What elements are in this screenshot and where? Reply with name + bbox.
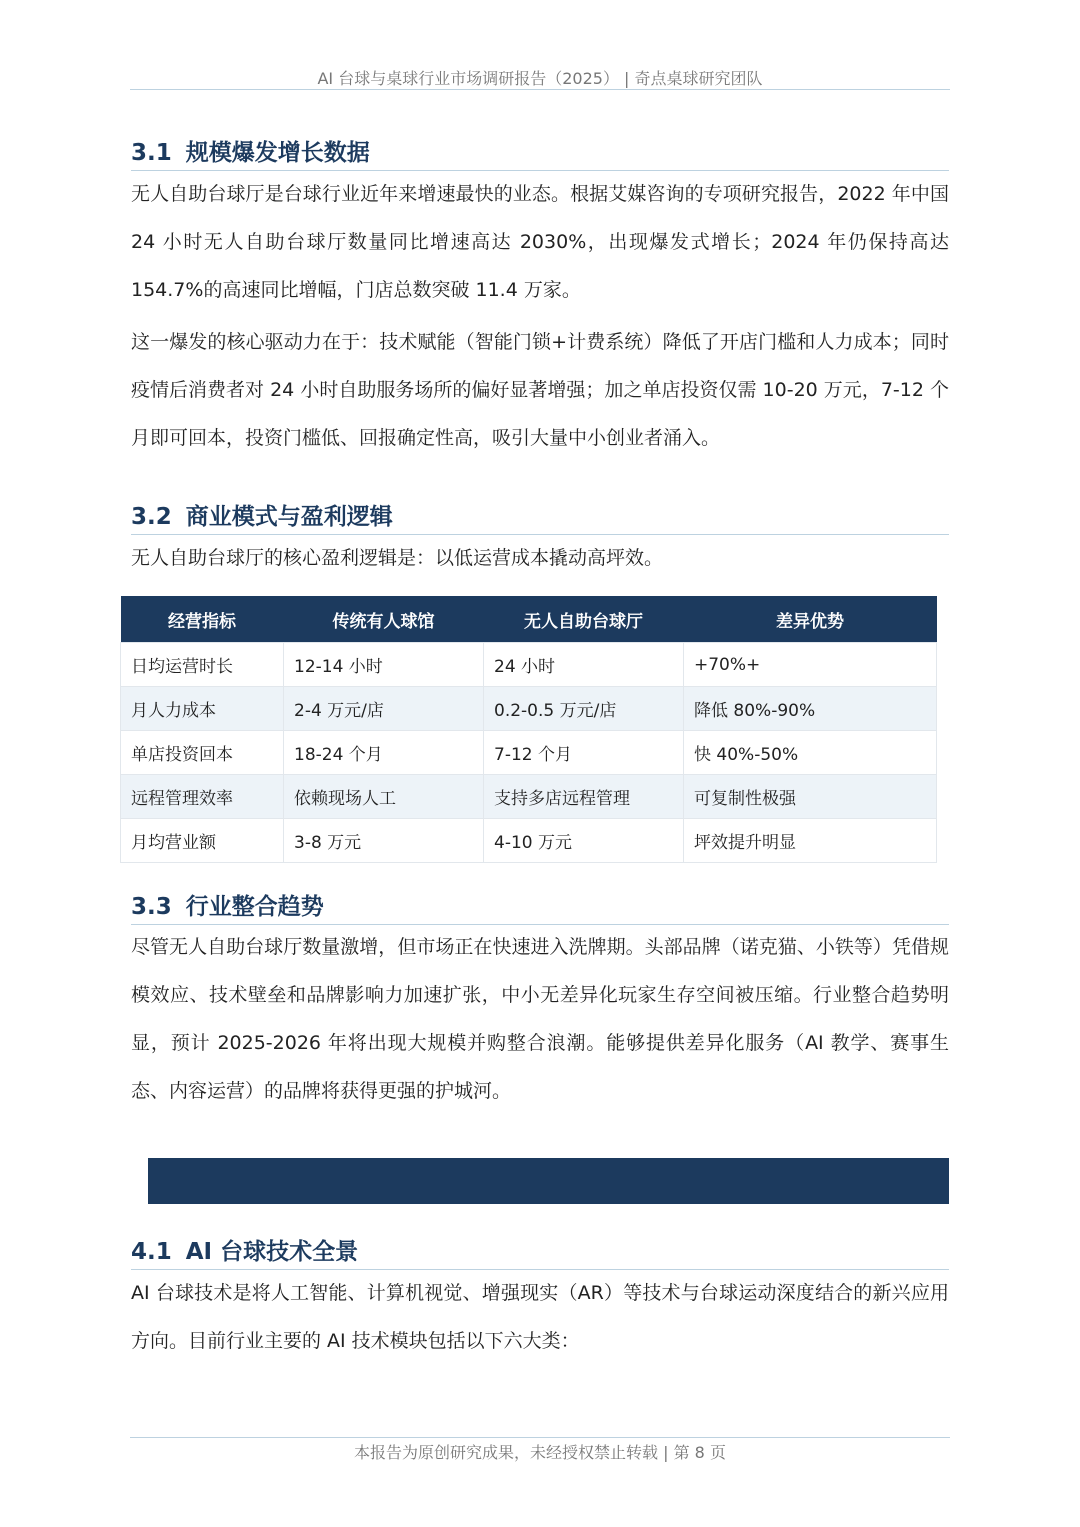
table-cell: 降低 80%-90% bbox=[684, 687, 937, 731]
table-cell: 2-4 万元/店 bbox=[284, 687, 484, 731]
table-cell: 坪效提升明显 bbox=[684, 819, 937, 863]
table-cell: 日均运营时长 bbox=[121, 643, 284, 687]
table-cell: 7-12 个月 bbox=[484, 731, 684, 775]
header-divider bbox=[130, 89, 950, 90]
table-header-cell: 无人自助台球厅 bbox=[484, 596, 684, 643]
section-number: 3.1 bbox=[131, 140, 172, 166]
section-number: 4.1 bbox=[131, 1239, 172, 1265]
table-row bbox=[121, 687, 937, 731]
comparison-table bbox=[120, 596, 937, 863]
table-cell: 月均营业额 bbox=[121, 819, 284, 863]
table-cell: 远程管理效率 bbox=[121, 775, 284, 819]
table-cell: 3-8 万元 bbox=[284, 819, 484, 863]
table-cell: 快 40%-50% bbox=[684, 731, 937, 775]
table-cell: 可复制性极强 bbox=[684, 775, 937, 819]
page-header: AI 台球与桌球行业市场调研报告（2025） | 奇点桌球研究团队 bbox=[317, 69, 763, 88]
section-number: 3.3 bbox=[131, 894, 172, 920]
table-cell: 单店投资回本 bbox=[121, 731, 284, 775]
table-header-cell: 差异优势 bbox=[684, 596, 937, 643]
table-row bbox=[121, 643, 937, 687]
table-header-cell: 传统有人球馆 bbox=[284, 596, 484, 643]
section-heading-4-1 bbox=[131, 1233, 949, 1270]
table-cell: 0.2-0.5 万元/店 bbox=[484, 687, 684, 731]
section-title: AI 台球技术全景 bbox=[185, 1239, 359, 1265]
chapter-banner bbox=[148, 1158, 949, 1204]
table-row bbox=[121, 819, 937, 863]
paragraph-3-2-intro: 无人自助台球厅的核心盈利逻辑是：以低运营成本撬动高坪效。 bbox=[131, 547, 664, 569]
table-header-cell: 经营指标 bbox=[121, 596, 284, 643]
table-cell: 18-24 个月 bbox=[284, 731, 484, 775]
section-heading-3-1 bbox=[131, 134, 949, 171]
section-title: 商业模式与盈利逻辑 bbox=[185, 504, 393, 530]
section-heading-3-2 bbox=[131, 498, 949, 535]
table-header-row bbox=[121, 596, 937, 643]
table-cell: 依赖现场人工 bbox=[284, 775, 484, 819]
section-number: 3.2 bbox=[131, 504, 172, 530]
paragraph-4-1: AI 台球技术是将人工智能、计算机视觉、增强现实（AR）等技术与台球运动深度结合的新兴应用方向。目前行业主要的 AI 技术模块包括以下六大类： bbox=[131, 1282, 949, 1352]
section-title: 规模爆发增长数据 bbox=[185, 140, 370, 166]
table-cell: 12-14 小时 bbox=[284, 643, 484, 687]
paragraph-3-1-b: 这一爆发的核心驱动力在于：技术赋能（智能门锁+计费系统）降低了开店门槛和人力成本；同时疫情后消费者对 24 小时自助服务场所的偏好显著增强；加之单店投资仅需 10-20 万元，7-12 个月即可回本，投资门槛低、回报确定性高，吸引大量中小创业者涌入。 bbox=[131, 331, 949, 449]
paragraph-3-3: 尽管无人自助台球厅数量激增，但市场正在快速进入洗牌期。头部品牌（诺克猫、小铁等）凭借规模效应、技术壁垒和品牌影响力加速扩张，中小无差异化玩家生存空间被压缩。行业整合趋势明显，预计 2025-2026 年将出现大规模并购整合浪潮。能够提供差异化服务（AI 教学、赛事生态、内容运营）的品牌将获得更强的护城河。 bbox=[131, 936, 949, 1102]
table-cell: 4-10 万元 bbox=[484, 819, 684, 863]
page-footer: 本报告为原创研究成果，未经授权禁止转载 | 第 8 页 bbox=[354, 1443, 726, 1462]
footer-divider bbox=[130, 1437, 950, 1438]
table-cell: +70%+ bbox=[684, 643, 937, 687]
section-heading-3-3 bbox=[131, 888, 949, 925]
table-row bbox=[121, 731, 937, 775]
paragraph-3-1-a: 无人自助台球厅是台球行业近年来增速最快的业态。根据艾媒咨询的专项研究报告，2022 年中国 24 小时无人自助台球厅数量同比增速高达 2030%，出现爆发式增长；2024 年仍保持高达 154.7%的高速同比增幅，门店总数突破 11.4 万家。 bbox=[131, 183, 949, 301]
table-row bbox=[121, 775, 937, 819]
table-cell: 24 小时 bbox=[484, 643, 684, 687]
section-title: 行业整合趋势 bbox=[185, 894, 324, 920]
table-cell: 支持多店远程管理 bbox=[484, 775, 684, 819]
table-cell: 月人力成本 bbox=[121, 687, 284, 731]
